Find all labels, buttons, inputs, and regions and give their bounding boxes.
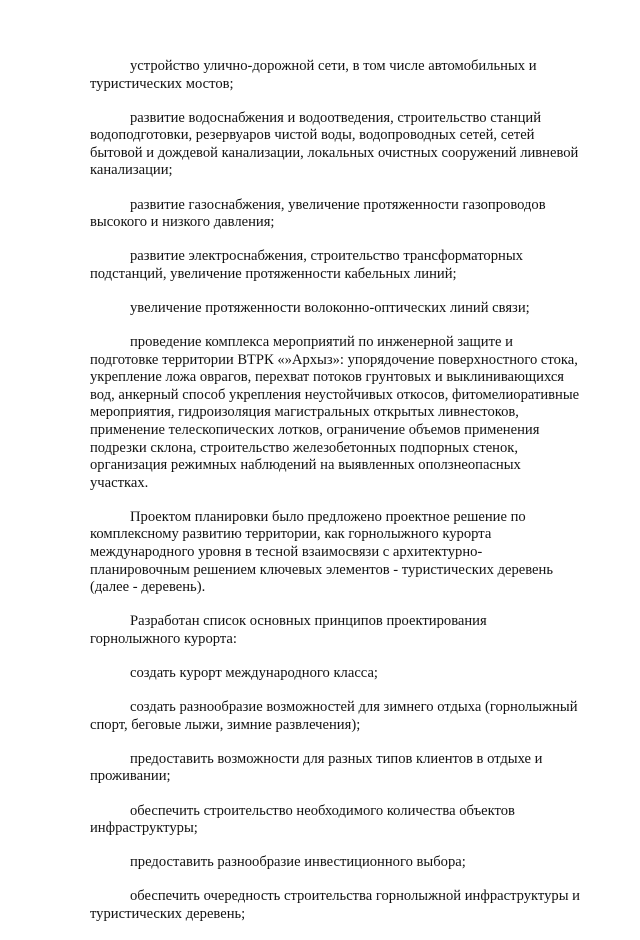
document-page — [90, 58, 580, 940]
paragraph-water-supply: развитие водоснабжения и водоотведения, строительство станций водоподготовки, резервуаров чистой воды, водопроводных сетей, сетей бытовой и дождевой канализации, локальных очистных сооружений ливневой канализации; — [90, 109, 579, 179]
paragraph-winter-variety: создать разнообразие возможностей для зимнего отдыха (горнолыжный спорт, беговые лыжи, зимние развлечения); — [90, 699, 578, 733]
paragraph-street-network: устройство улично-дорожной сети, в том числе автомобильных и туристических мостов; — [90, 58, 537, 92]
paragraph-infrastructure: обеспечить строительство необходимого количества объектов инфраструктуры; — [90, 802, 515, 837]
paragraph-international-resort: создать курорт международного класса; — [130, 665, 378, 682]
paragraph-construction-order: обеспечить очередность строительства горнолыжной инфраструктуры и туристических деревень; — [90, 888, 580, 922]
paragraph-design-principles: Разработан список основных принципов проектирования горнолыжного курорта: — [90, 613, 487, 647]
paragraph-client-types: предоставить возможности для разных типов клиентов в отдыхе и проживании; — [90, 750, 543, 785]
paragraph-engineering-protection: проведение комплекса мероприятий по инженерной защите и подготовке территории ВТРК «»Архыз»: упорядочение поверхностного стока, укрепление ложа оврагов, перехват потоков грунтовых и выклинивающихся вод, анкерный способ укрепления неустойчивых откосов, фитомелиоративные мероприятия, гидроизоляция магистральных открытых ливнестоков, применение телескопических лотков, ограничение объемов применения подрезки склона, строительство железобетонных подпорных стенок, организация режимных наблюдений на выявленных оползнеопасных участках. — [90, 334, 580, 491]
paragraph-fiber-optic: увеличение протяженности волоконно-оптических линий связи; — [130, 299, 530, 316]
paragraph-power-supply: развитие электроснабжения, строительство трансформаторных подстанций, увеличение протяженности кабельных линий; — [90, 248, 523, 282]
paragraph-planning-project: Проектом планировки было предложено проектное решение по комплексному развитию территории, как горнолыжного курорта международного уровня в тесной взаимосвязи с архитектурно-планировочным решением ключевых элементов - туристических деревень (далее - деревень). — [90, 508, 553, 596]
paragraph-investment-choice: предоставить разнообразие инвестиционного выбора; — [130, 854, 466, 871]
paragraph-gas-supply: развитие газоснабжения, увеличение протяженности газопроводов высокого и низкого давления; — [90, 196, 546, 231]
